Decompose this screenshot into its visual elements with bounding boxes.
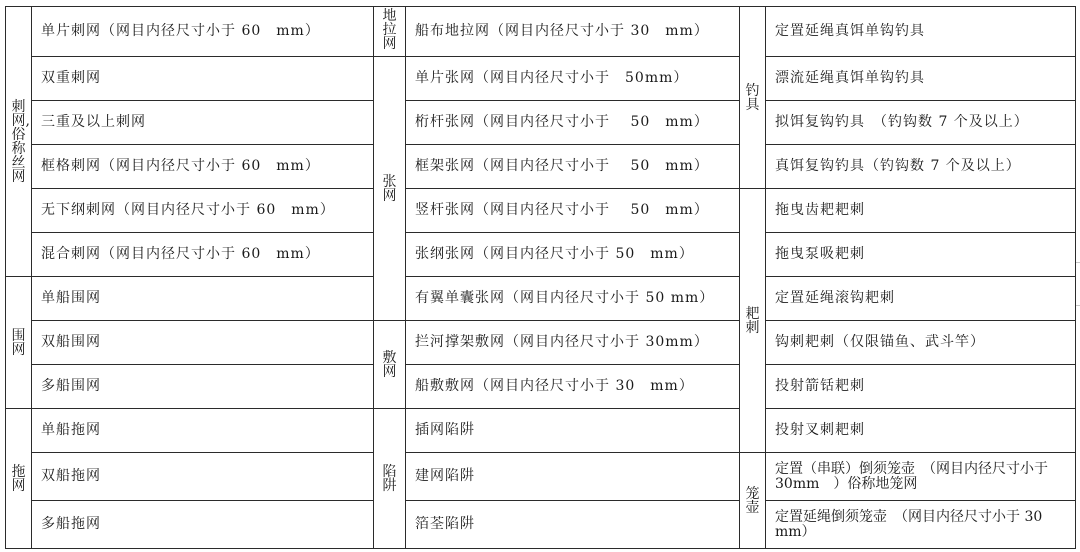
gear-item: 混合刺网（网目内径尺寸小于 60 mm）: [32, 233, 374, 277]
edge-tick: [1076, 305, 1080, 306]
gear-item: 钩刺耙刺（仅限锚鱼、武斗竿）: [766, 321, 1076, 365]
gear-item: 箔荃陷阱: [406, 501, 740, 549]
gear-item: 三重及以上刺网: [32, 101, 374, 145]
gear-item: 船布地拉网（网目内径尺寸小于 30 mm）: [406, 7, 740, 57]
gear-item: 定置（串联）倒须笼壶 （网目内径尺寸小于 30mm ）俗称地笼网: [766, 453, 1076, 501]
category-gillnet: 刺网,俗称丝网: [6, 7, 32, 277]
gear-item: 漂流延绳真饵单钩钓具: [766, 57, 1076, 101]
table-row: [6, 189, 1076, 233]
gear-item: 多船围网: [32, 365, 374, 409]
table-row: [6, 365, 1076, 409]
table-row: [6, 453, 1076, 501]
gear-item: 竖杆张网（网目内径尺寸小于 50 mm）: [406, 189, 740, 233]
table-row: [6, 277, 1076, 321]
gear-item: 投射叉刺耙刺: [766, 409, 1076, 453]
table-row: [6, 409, 1076, 453]
gear-item: 框架张网（网目内径尺寸小于 50 mm）: [406, 145, 740, 189]
fishing-gear-table: [5, 6, 1076, 549]
table-row: [6, 145, 1076, 189]
gear-item: 多船拖网: [32, 501, 374, 549]
gear-item: 投射箭铦耙刺: [766, 365, 1076, 409]
gear-item: 建网陷阱: [406, 453, 740, 501]
table-row: [6, 101, 1076, 145]
edge-tick: [1076, 262, 1080, 263]
gear-item: 双船拖网: [32, 453, 374, 501]
gear-item: 框格刺网（网目内径尺寸小于 60 mm）: [32, 145, 374, 189]
gear-item: 单片张网（网目内径尺寸小于 50mm）: [406, 57, 740, 101]
table-row: [6, 321, 1076, 365]
category-lift-net: 敷网: [374, 321, 406, 409]
gear-item: 桁杆张网（网目内径尺寸小于 50 mm）: [406, 101, 740, 145]
gear-item: 插网陷阱: [406, 409, 740, 453]
gear-item: 无下纲刺网（网目内径尺寸小于 60 mm）: [32, 189, 374, 233]
gear-item: 拟饵复钩钓具 （钓钩数 7 个及以上）: [766, 101, 1076, 145]
table-row: [6, 233, 1076, 277]
category-hook-gear: 钓具: [740, 7, 766, 189]
category-pot-trap: 笼壶: [740, 453, 766, 549]
gear-item: 单船围网: [32, 277, 374, 321]
gear-item: 定置延绳倒须笼壶 （网目内径尺寸小于 30 mm）: [766, 501, 1076, 549]
gear-item: 张纲张网（网目内径尺寸小于 50 mm）: [406, 233, 740, 277]
category-purse-seine: 围网: [6, 277, 32, 409]
gear-item: 拖曳泵吸耙刺: [766, 233, 1076, 277]
category-beach-seine: 地拉网: [374, 7, 406, 57]
gear-item: 拖曳齿耙耙刺: [766, 189, 1076, 233]
gear-item: 定置延绳真饵单钩钓具: [766, 7, 1076, 57]
category-rake-spear: 耙刺: [740, 189, 766, 453]
category-stow-net: 张网: [374, 57, 406, 321]
category-trawl: 拖网: [6, 409, 32, 549]
gear-item: 单片刺网（网目内径尺寸小于 60 mm）: [32, 7, 374, 57]
gear-item: 定置延绳滚钩耙刺: [766, 277, 1076, 321]
category-trap: 陷阱: [374, 409, 406, 549]
table-row: [6, 501, 1076, 549]
table-row: [6, 57, 1076, 101]
gear-item: 单船拖网: [32, 409, 374, 453]
gear-item: 真饵复钩钓具（钓钩数 7 个及以上）: [766, 145, 1076, 189]
gear-item: 船敷敷网（网目内径尺寸小于 30 mm）: [406, 365, 740, 409]
gear-item: 双船围网: [32, 321, 374, 365]
table-row: [6, 7, 1076, 57]
gear-item: 有翼单囊张网（网目内径尺寸小于 50 mm）: [406, 277, 740, 321]
gear-item: 拦河撑架敷网（网目内径尺寸小于 30mm）: [406, 321, 740, 365]
gear-item: 双重刺网: [32, 57, 374, 101]
